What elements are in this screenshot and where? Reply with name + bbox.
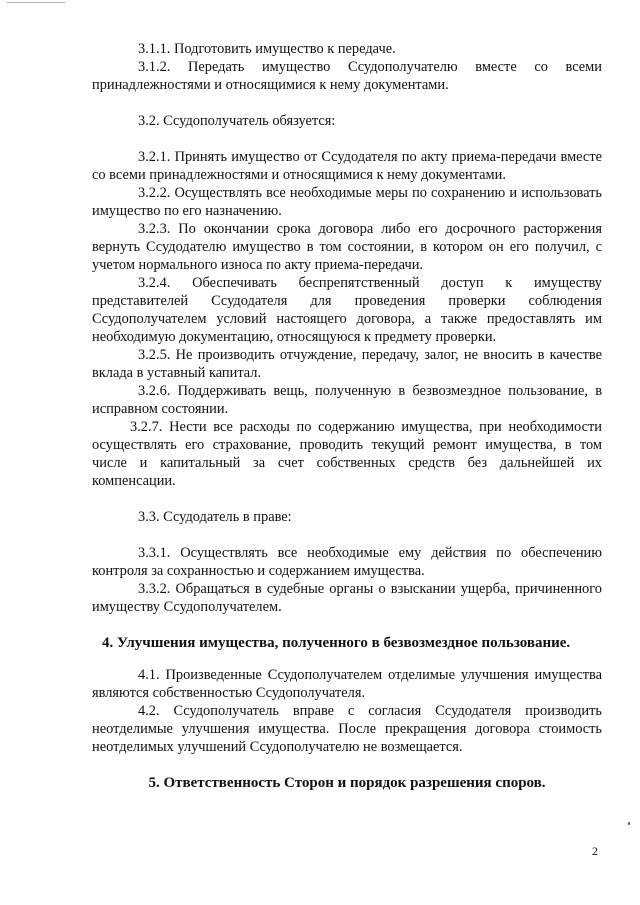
clause-4-1: 4.1. Произведенные Ссудополучателем отделимые улучшения имущества являются собственностью Ссудополучателя.	[92, 667, 602, 701]
section-5-heading: 5. Ответственность Сторон и порядок разрешения споров.	[148, 775, 546, 791]
scan-speck	[628, 822, 630, 825]
clause-3-1-1: 3.1.1. Подготовить имущество к передаче.	[138, 41, 396, 57]
clause-3-2-1: 3.2.1. Принять имущество от Ссудодателя по акту приема-передачи вместе со всеми принадлежностями и относящимися к нему документами.	[92, 149, 602, 183]
clause-3-3-1: 3.3.1. Осуществлять все необходимые ему действия по обеспечению контроля за сохранностью и содержанием имущества.	[92, 545, 602, 579]
clause-3-2: 3.2. Ссудополучатель обязуется:	[138, 113, 336, 129]
clause-3-2-4: 3.2.4. Обеспечивать беспрепятственный доступ к имуществу представителей Ссудодателя для проведения проверки соблюдения Ссудополучателем условий настоящего договора, а также предоставлять им необходимую документацию, относящуюся к предмету проверки.	[92, 275, 602, 345]
clause-3-3-2: 3.3.2. Обращаться в судебные органы о взыскании ущерба, причиненного имуществу Ссудополучателем.	[92, 581, 602, 615]
clause-4-2: 4.2. Ссудополучатель вправе с согласия Ссудодателя производить неотделимые улучшения имущества. После прекращения договора стоимость неотделимых улучшений Ссудополучателю не возмещается.	[92, 703, 602, 755]
clause-3-2-2: 3.2.2. Осуществлять все необходимые меры по сохранению и использовать имущество по его назначению.	[92, 185, 602, 219]
clause-3-2-5: 3.2.5. Не производить отчуждение, передачу, залог, не вносить в качестве вклада в уставный капитал.	[92, 347, 602, 381]
clause-3-2-6: 3.2.6. Поддерживать вещь, полученную в безвозмездное пользование, в исправном состоянии.	[92, 383, 602, 417]
clause-3-3: 3.3. Ссудодатель в праве:	[138, 509, 292, 525]
document-body	[92, 40, 602, 792]
clause-3-2-7: 3.2.7. Нести все расходы по содержанию имущества, при необходимости осуществлять его страхование, проводить текущий ремонт имущества, в том числе и капитальный за счет собственных средств без дальнейшей их компенсации.	[92, 419, 602, 489]
page-number: 2	[592, 844, 598, 858]
clause-3-1-2: 3.1.2. Передать имущество Ссудополучателю вместе со всеми принадлежностями и относящимися к нему документами.	[92, 59, 602, 93]
scan-edge-mark	[0, 0, 70, 6]
clause-3-2-3: 3.2.3. По окончании срока договора либо его досрочного расторжения вернуть Ссудодателю имущество в том состоянии, в котором он его получил, с учетом нормального износа по акту приема-передачи.	[92, 221, 602, 273]
section-4-heading: 4. Улучшения имущества, полученного в безвозмездное пользование.	[102, 635, 571, 651]
